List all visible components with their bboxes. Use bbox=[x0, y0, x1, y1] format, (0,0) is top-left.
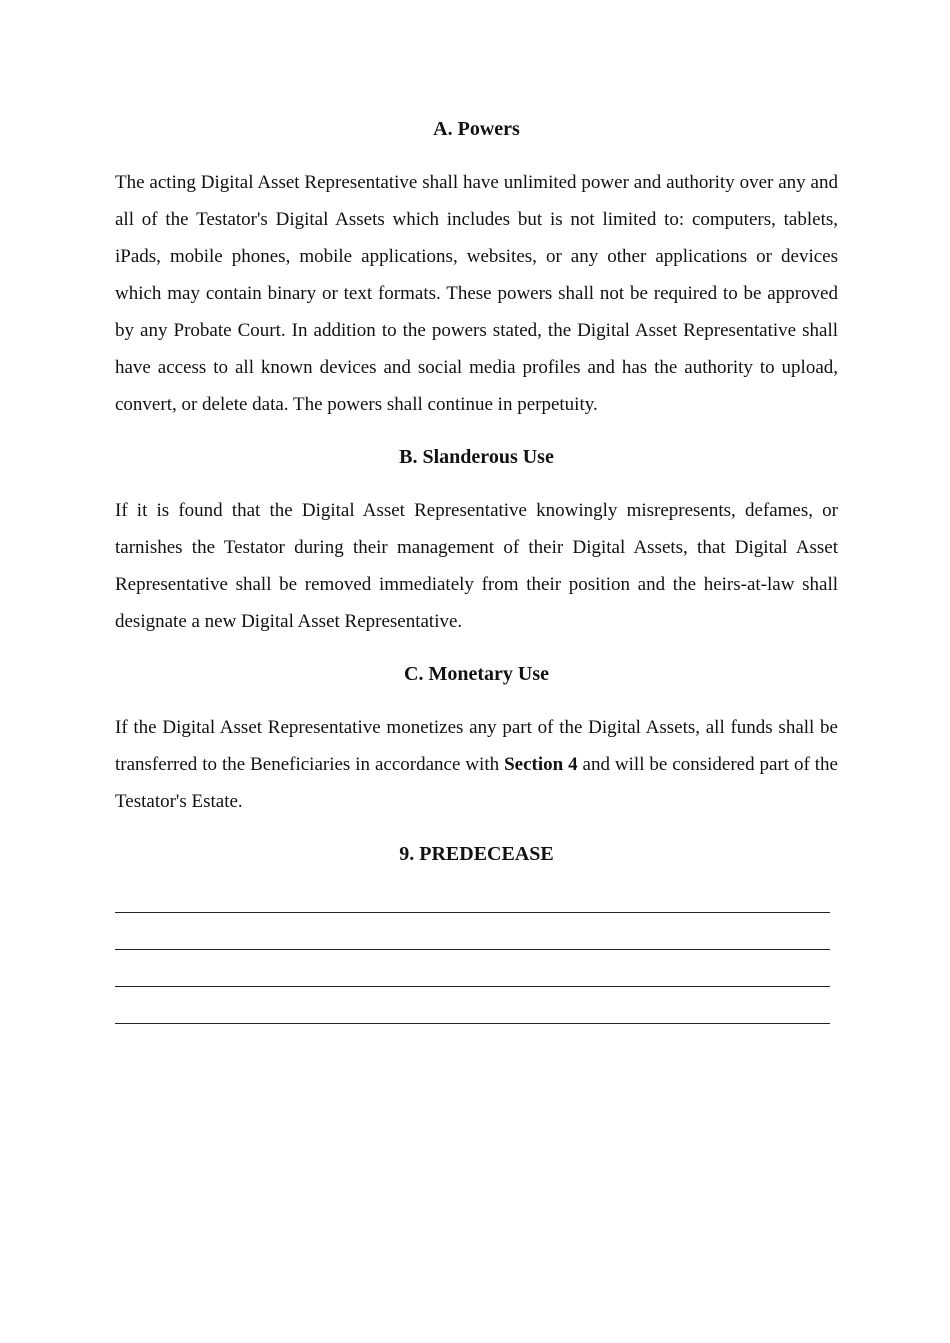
section-c-heading: C. Monetary Use bbox=[404, 663, 549, 685]
section-a-paragraph: The acting Digital Asset Representative shall have unlimited power and authority over any and all of the Testator's Digital Assets which includes but is not limited to: computers, tablets, iPads, mobile phones, mobile applications, websites, or any other applications or devices which may contain binary or text formats. These powers shall not be required to be approved by any Probate Court. In addition to the powers stated, the Digital Asset Representative shall have access to all known devices and social media profiles and has the authority to upload, convert, or delete data. The powers shall continue in perpetuity. bbox=[115, 172, 838, 415]
blank-line[interactable] bbox=[115, 913, 830, 950]
section-b-heading: B. Slanderous Use bbox=[399, 446, 554, 468]
blank-line[interactable] bbox=[115, 889, 830, 913]
section-a-heading: A. Powers bbox=[433, 118, 520, 140]
section-c-paragraph bbox=[115, 709, 838, 820]
section-c-text-before: If the Digital Asset Representative monetizes any part of the Digital Assets, all funds shall be transferred to the Beneficiaries in accordance with bbox=[115, 717, 838, 775]
section-b-paragraph: If it is found that the Digital Asset Representative knowingly misrepresents, defames, or tarnishes the Testator during their management of their Digital Assets, that Digital Asset Representative shall be removed immediately from their position and the heirs-at-law shall designate a new Digital Asset Representative. bbox=[115, 500, 838, 632]
predecease-heading: 9. PREDECEASE bbox=[399, 843, 554, 865]
blank-line[interactable] bbox=[115, 987, 830, 1024]
blank-line[interactable] bbox=[115, 950, 830, 987]
document-body bbox=[115, 112, 838, 1024]
section-c-text-after: and will be considered part of the Testator's Estate. bbox=[115, 754, 838, 812]
fill-in-lines bbox=[115, 889, 830, 1024]
section-reference: Section 4 bbox=[504, 754, 578, 775]
